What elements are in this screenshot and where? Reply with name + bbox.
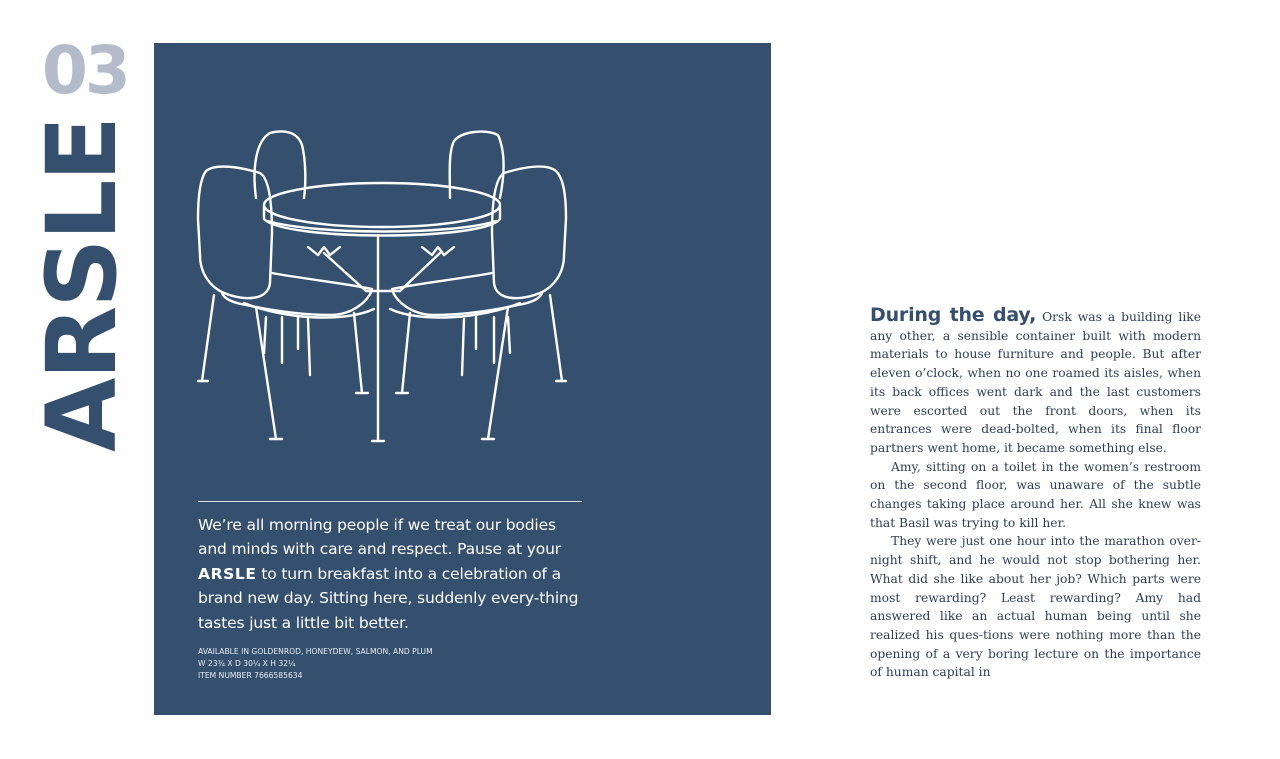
product-name-vertical: ARSLE (26, 117, 138, 453)
story-paragraph-1-text: Orsk was a building like any other, a sensible container built with modern materials to house furniture and people. But after eleven o’clock, when no one roamed its aisles, when its back offices went dark and the last customers were escorted out the front doors, when its entrances were dead-bolted, when its final floor partners went home, it became something else. (870, 310, 1201, 455)
story-paragraph-1 (870, 306, 1201, 458)
story-lead-in: During the day, (870, 304, 1037, 326)
product-panel (154, 43, 771, 715)
spec-item-number: ITEM NUMBER 7666585634 (198, 671, 303, 680)
chapter-number: 03 (42, 32, 128, 109)
divider-rule (198, 501, 582, 502)
dining-set-illustration-icon (194, 123, 574, 443)
product-description-text-2: to turn breakfast into a celebration of a brand new day. Sitting here, suddenly every-thing tastes just a little bit better. (198, 564, 579, 632)
spec-availability: AVAILABLE IN GOLDENROD, HONEYDEW, SALMON, AND PLUM (198, 647, 433, 656)
product-description-text-1: We’re all morning people if we treat our bodies and minds with care and respect. Pause at your (198, 516, 562, 559)
product-description-name: ARSLE (198, 564, 257, 583)
spec-dimensions: W 23¾ X D 30¼ X H 32¼ (198, 659, 296, 668)
story-text (870, 306, 1201, 682)
story-paragraph-2: Amy, sitting on a toilet in the women’s restroom on the second floor, was unaware of the subtle changes taking place around her. All she knew was that Basil was trying to kill her. (870, 459, 1201, 530)
story-paragraph-3: They were just one hour into the marathon over-night shift, and he would not stop bothering her. What did she like about her job? Which parts were most rewarding? Least rewarding? Amy had answered like an actual human being until she realized his ques-tions were nothing more than the opening of a very boring lecture on the importance of human capital in (870, 534, 1201, 680)
product-description (198, 513, 588, 635)
product-specs (198, 646, 433, 682)
